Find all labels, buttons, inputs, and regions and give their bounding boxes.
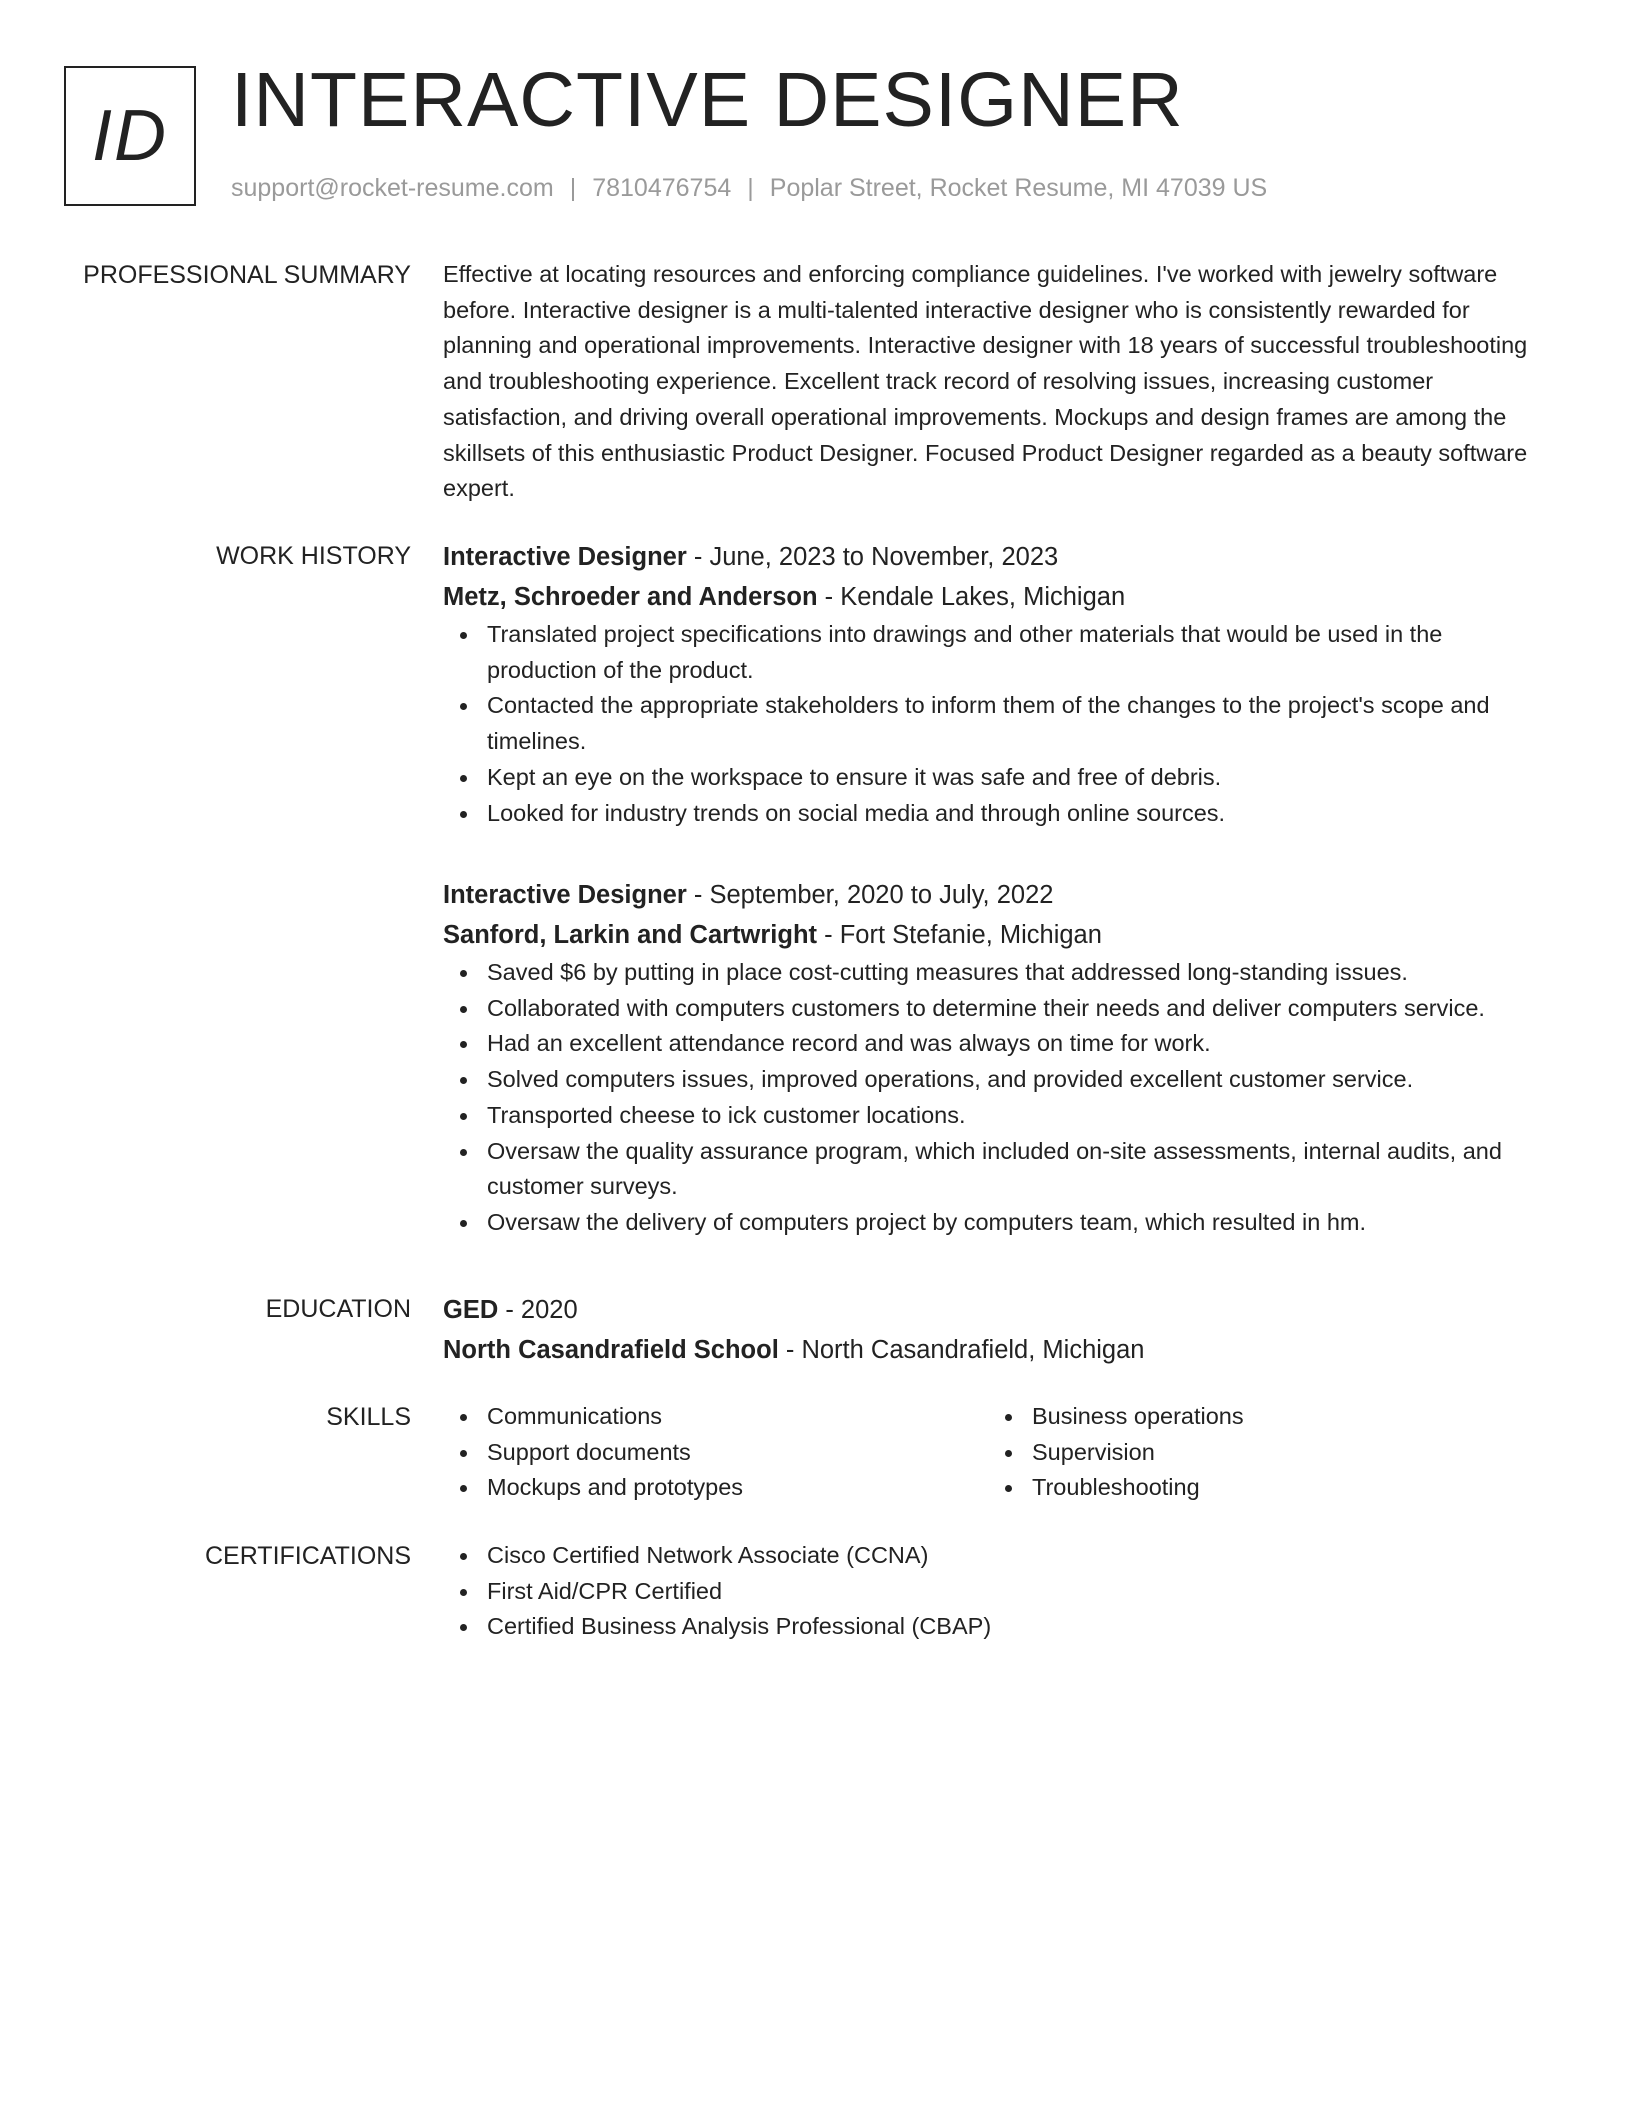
skill-item: Supervision	[988, 1435, 1533, 1471]
skill-item: Troubleshooting	[988, 1470, 1533, 1506]
contact-email: support@rocket-resume.com	[231, 174, 554, 202]
job-dates: - September, 2020 to July, 2022	[686, 881, 1054, 909]
education-school-line	[443, 1331, 1553, 1370]
section-label-work-history: WORK HISTORY	[216, 542, 411, 570]
skill-item: Mockups and prototypes	[443, 1470, 988, 1506]
skills-body	[443, 1399, 1553, 1506]
certification-item: First Aid/CPR Certified	[443, 1574, 1553, 1610]
job-bullet: Had an excellent attendance record and was always on time for work.	[443, 1026, 1553, 1062]
job-entry	[443, 876, 1553, 1241]
education-year: - 2020	[498, 1296, 578, 1324]
section-label-summary: PROFESSIONAL SUMMARY	[83, 261, 411, 289]
contact-separator: |	[747, 174, 754, 202]
job-company-line	[443, 578, 1553, 617]
resume-name: INTERACTIVE DESIGNER	[231, 57, 1184, 143]
education-degree-line	[443, 1291, 1553, 1330]
skill-item: Communications	[443, 1399, 988, 1435]
education-school: North Casandrafield School	[443, 1336, 779, 1364]
education-location: - North Casandrafield, Michigan	[778, 1336, 1145, 1364]
job-bullet: Oversaw the quality assurance program, which included on-site assessments, internal audits, and customer surveys.	[443, 1134, 1553, 1205]
job-bullet: Transported cheese to ick customer locations.	[443, 1098, 1553, 1134]
job-title-line	[443, 876, 1553, 915]
job-bullets	[443, 617, 1553, 831]
job-entry	[443, 538, 1553, 831]
certifications-list	[443, 1538, 1553, 1645]
education-degree: GED	[443, 1296, 499, 1324]
certification-item: Certified Business Analysis Professional (CBAP)	[443, 1609, 1553, 1645]
skill-item: Support documents	[443, 1435, 988, 1471]
work-history-body	[443, 538, 1553, 1235]
monogram-initials: ID	[92, 96, 168, 176]
job-bullet: Contacted the appropriate stakeholders to inform them of the changes to the project's scope and timelines.	[443, 688, 1553, 759]
summary-body	[443, 257, 1553, 507]
skill-item: Business operations	[988, 1399, 1533, 1435]
job-bullet: Translated project specifications into drawings and other materials that would be used in the production of the product.	[443, 617, 1553, 688]
contact-phone: 7810476754	[592, 174, 732, 202]
skills-column	[443, 1399, 988, 1506]
job-company-line	[443, 916, 1553, 955]
job-title: Interactive Designer	[443, 881, 687, 909]
job-title-line	[443, 538, 1553, 577]
section-label-education: EDUCATION	[265, 1295, 411, 1323]
section-label-skills: SKILLS	[326, 1403, 411, 1431]
job-bullet: Kept an eye on the workspace to ensure it was safe and free of debris.	[443, 760, 1553, 796]
job-bullet: Solved computers issues, improved operations, and provided excellent customer service.	[443, 1062, 1553, 1098]
education-body	[443, 1291, 1553, 1370]
job-company: Sanford, Larkin and Cartwright	[443, 921, 818, 949]
contact-line	[231, 174, 1267, 203]
job-location: - Fort Stefanie, Michigan	[817, 921, 1102, 949]
monogram-box	[64, 66, 196, 206]
contact-separator: |	[569, 174, 577, 202]
job-bullets	[443, 955, 1553, 1241]
job-dates: - June, 2023 to November, 2023	[686, 543, 1059, 571]
certification-item: Cisco Certified Network Associate (CCNA)	[443, 1538, 1553, 1574]
job-bullet: Collaborated with computers customers to determine their needs and deliver computers service.	[443, 991, 1553, 1027]
contact-address: Poplar Street, Rocket Resume, MI 47039 US	[769, 174, 1268, 202]
job-bullet: Oversaw the delivery of computers project by computers team, which resulted in hm.	[443, 1205, 1553, 1241]
skills-column	[988, 1399, 1533, 1506]
job-location: - Kendale Lakes, Michigan	[817, 583, 1126, 611]
certifications-body	[443, 1538, 1553, 1645]
job-title: Interactive Designer	[443, 543, 687, 571]
job-company: Metz, Schroeder and Anderson	[443, 583, 818, 611]
job-bullet: Looked for industry trends on social media and through online sources.	[443, 796, 1553, 832]
job-bullet: Saved $6 by putting in place cost-cutting measures that addressed long-standing issues.	[443, 955, 1553, 991]
section-label-certifications: CERTIFICATIONS	[204, 1542, 411, 1570]
summary-text: Effective at locating resources and enforcing compliance guidelines. I've worked with jewelry software before. Interactive designer is a multi-talented interactive designer who is consistently rewarded for planning and operational improvements. Interactive designer with 18 years of successful troubleshooting and troubleshooting experience. Excellent track record of resolving issues, increasing customer satisfaction, and driving overall operational improvements. Mockups and design frames are among the skillsets of this enthusiastic Product Designer. Focused Product Designer regarded as a beauty software expert.	[443, 261, 1528, 502]
